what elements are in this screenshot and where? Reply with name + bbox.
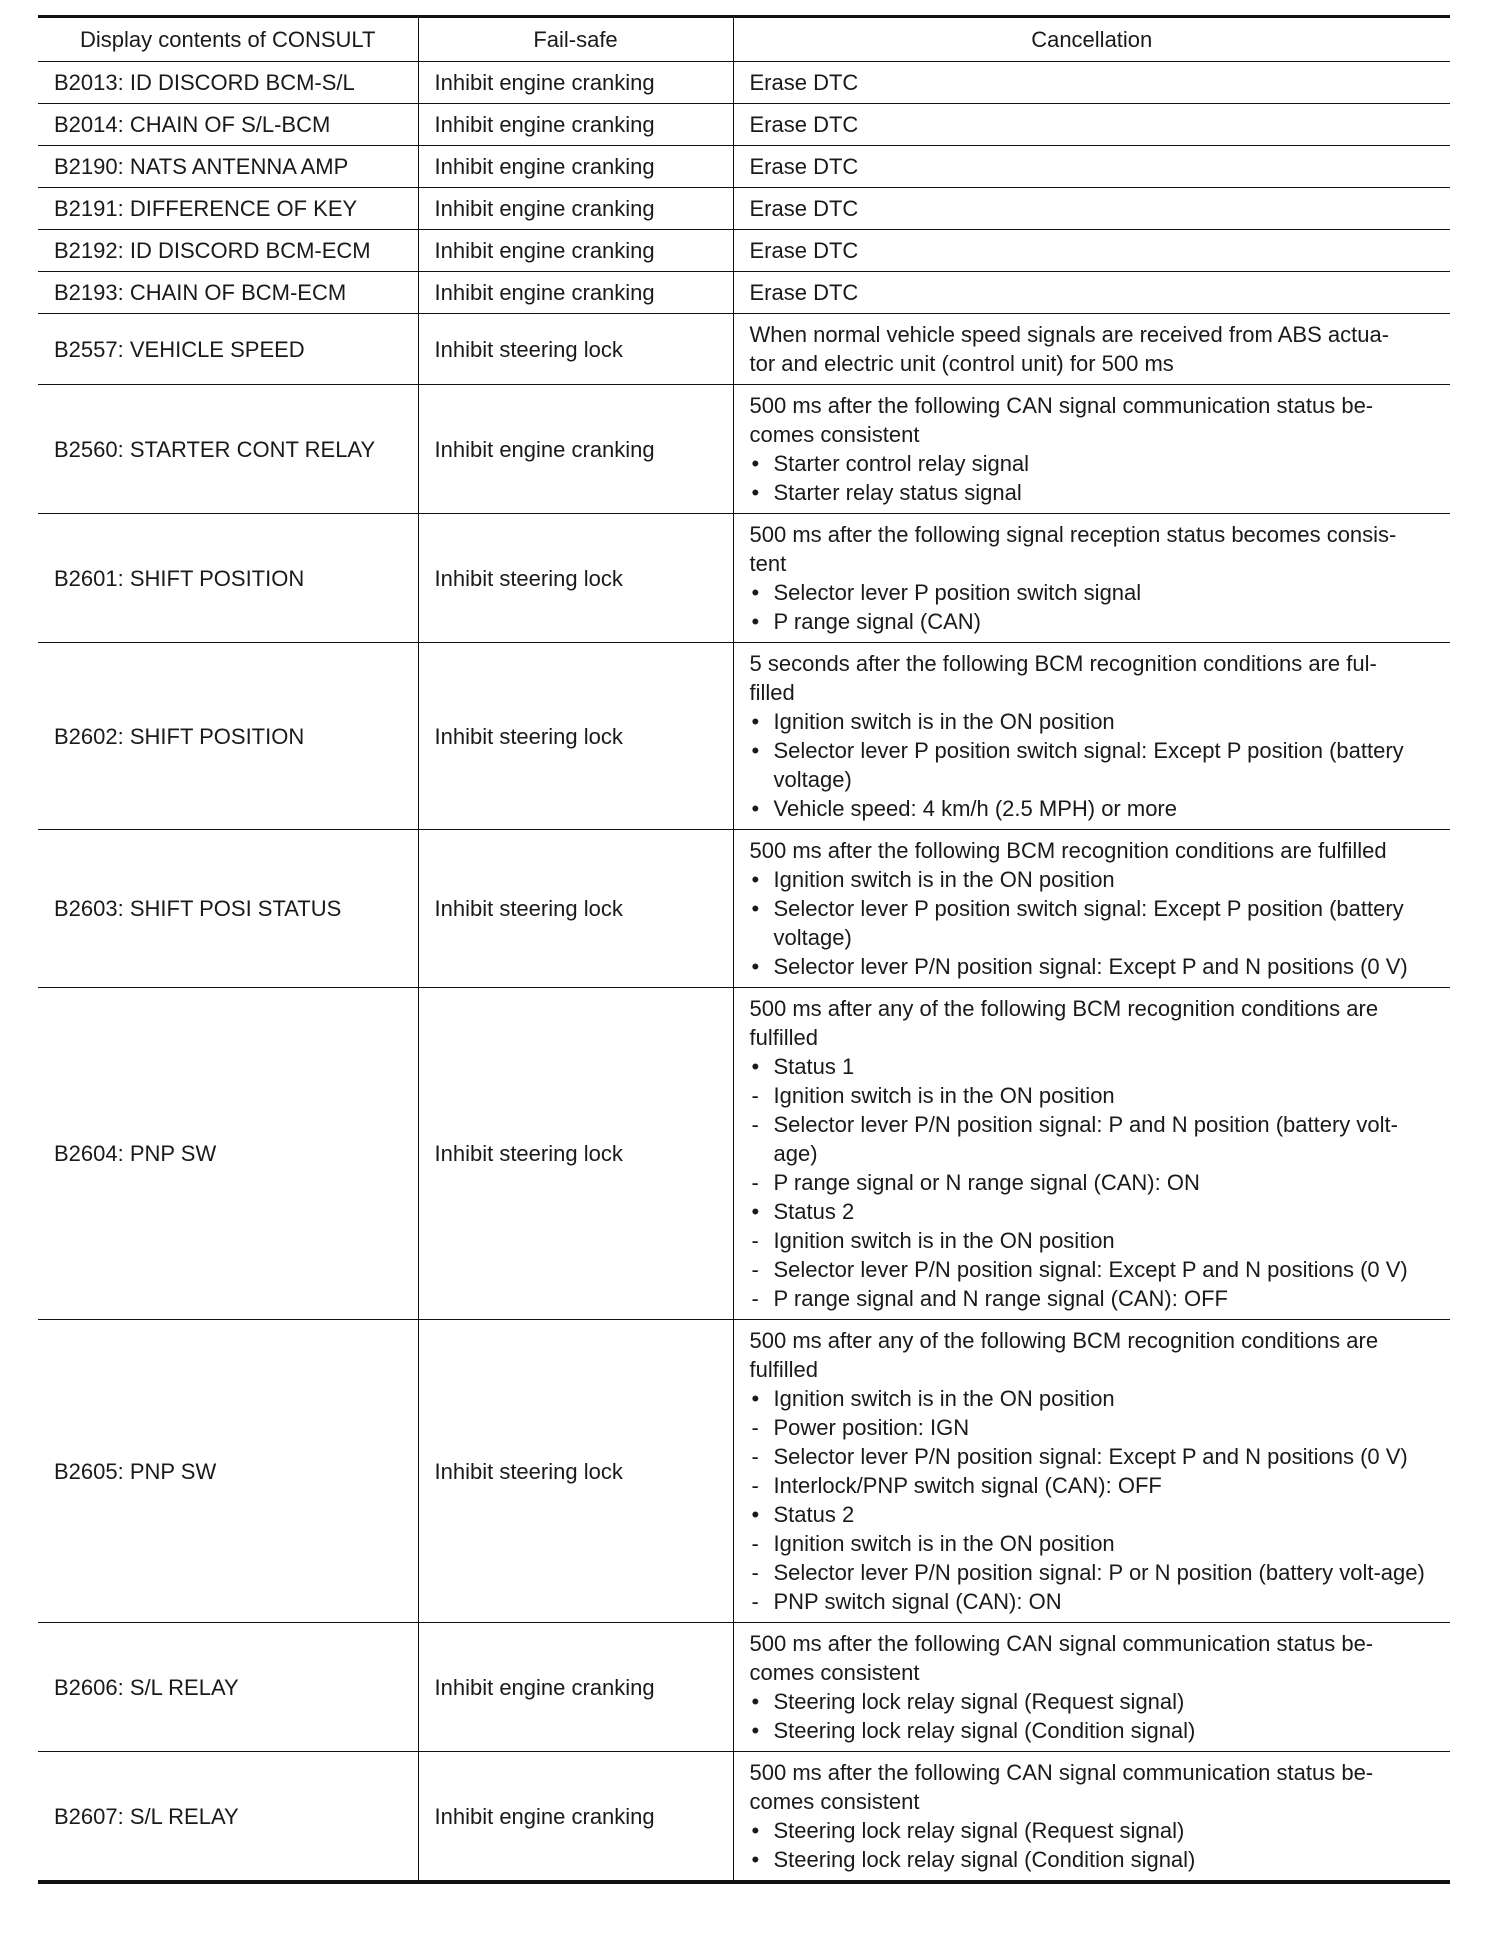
table-row: [38, 988, 1450, 1320]
dtc-display-cell: B2605: PNP SW: [38, 1320, 418, 1623]
cancellation-cell: [733, 104, 1450, 146]
item-text: Ignition switch is in the ON position: [773, 1531, 1115, 1556]
cancellation-cell: [733, 188, 1450, 230]
cancellation-text: tent: [749, 551, 787, 576]
dash-marker: -: [751, 1286, 759, 1311]
bullet-item: [750, 1816, 1441, 1845]
table-row: [38, 188, 1450, 230]
table-row: [38, 1623, 1450, 1752]
dash-item: [750, 1284, 1441, 1313]
header-cancellation: Cancellation: [733, 17, 1450, 62]
cancellation-cell: [733, 643, 1450, 830]
fail-safe-cell: Inhibit steering lock: [418, 514, 733, 643]
bullet-item: [750, 736, 1441, 794]
cancellation-text: 500 ms after the following signal reception status becomes consis-: [749, 522, 1397, 547]
bullet-item: [750, 449, 1441, 478]
cancellation-text: 500 ms after any of the following BCM recognition conditions are fulfilled: [749, 1328, 1379, 1382]
dtc-display-cell: B2193: CHAIN OF BCM-ECM: [38, 272, 418, 314]
cancellation-cell: [733, 146, 1450, 188]
dtc-display-cell: B2192: ID DISCORD BCM-ECM: [38, 230, 418, 272]
dtc-display-cell: B2560: STARTER CONT RELAY: [38, 385, 418, 514]
table-row: [38, 314, 1450, 385]
dash-marker: -: [751, 1589, 759, 1614]
bullet-item: [750, 865, 1441, 894]
bullet-marker: •: [751, 709, 760, 734]
bullet-marker: •: [751, 609, 760, 634]
table-body: [38, 62, 1450, 1883]
item-text: Steering lock relay signal (Condition signal): [773, 1847, 1196, 1872]
dtc-display-cell: B2191: DIFFERENCE OF KEY: [38, 188, 418, 230]
table-row: [38, 104, 1450, 146]
bullet-marker: •: [751, 1689, 760, 1714]
cancellation-text: When normal vehicle speed signals are received from ABS actua-: [749, 322, 1390, 347]
cancellation-cell: [733, 830, 1450, 988]
dtc-display-cell: B2601: SHIFT POSITION: [38, 514, 418, 643]
dtc-display-cell: B2607: S/L RELAY: [38, 1752, 418, 1883]
header-row: [38, 17, 1450, 62]
bullet-item: [750, 1500, 1441, 1529]
cancellation-text: 500 ms after the following CAN signal communication status be-: [749, 393, 1374, 418]
table-row: [38, 1320, 1450, 1623]
item-text: Starter relay status signal: [773, 480, 1022, 505]
item-text: Selector lever P/N position signal: P or N position (battery volt-age): [773, 1560, 1425, 1585]
cancellation-text: 500 ms after the following CAN signal communication status be-: [749, 1760, 1374, 1785]
table-row: [38, 385, 1450, 514]
dash-marker: -: [751, 1170, 759, 1195]
item-text: Steering lock relay signal (Condition signal): [773, 1718, 1196, 1743]
item-text: Selector lever P position switch signal: Except P position (battery voltage): [773, 896, 1404, 950]
bullet-marker: •: [751, 1718, 760, 1743]
cancellation-text: Erase DTC: [749, 238, 859, 263]
dash-item: [750, 1413, 1441, 1442]
bullet-marker: •: [751, 1502, 760, 1527]
item-text: Selector lever P/N position signal: Except P and N positions (0 V): [773, 1257, 1408, 1282]
item-text: Power position: IGN: [773, 1415, 970, 1440]
fail-safe-cell: Inhibit engine cranking: [418, 146, 733, 188]
fail-safe-cell: Inhibit steering lock: [418, 314, 733, 385]
bullet-item: [750, 1384, 1441, 1413]
item-text: Selector lever P/N position signal: Except P and N positions (0 V): [773, 1444, 1408, 1469]
item-text: P range signal and N range signal (CAN): OFF: [773, 1286, 1228, 1311]
bullet-marker: •: [751, 1818, 760, 1843]
dash-item: [750, 1081, 1441, 1110]
bullet-marker: •: [751, 867, 760, 892]
bullet-item: [750, 478, 1441, 507]
table-row: [38, 146, 1450, 188]
item-text: Status 1: [773, 1054, 855, 1079]
dash-item: [750, 1255, 1441, 1284]
header-display-contents: Display contents of CONSULT: [38, 17, 418, 62]
item-text: Status 2: [773, 1502, 855, 1527]
dash-marker: -: [751, 1415, 759, 1440]
cancellation-text: Erase DTC: [749, 196, 859, 221]
dash-item: [750, 1442, 1441, 1471]
dash-item: [750, 1110, 1441, 1168]
bullet-item: [750, 1845, 1441, 1874]
bullet-marker: •: [751, 580, 760, 605]
dtc-display-cell: B2603: SHIFT POSI STATUS: [38, 830, 418, 988]
fail-safe-cell: Inhibit engine cranking: [418, 1623, 733, 1752]
fail-safe-cell: Inhibit engine cranking: [418, 188, 733, 230]
item-text: Steering lock relay signal (Request signal): [773, 1689, 1185, 1714]
table-row: [38, 1752, 1450, 1883]
item-text: Ignition switch is in the ON position: [773, 1228, 1115, 1253]
fail-safe-cell: Inhibit engine cranking: [418, 230, 733, 272]
bullet-marker: •: [751, 480, 760, 505]
cancellation-cell: [733, 988, 1450, 1320]
dash-item: [750, 1471, 1441, 1500]
fail-safe-cell: Inhibit engine cranking: [418, 62, 733, 104]
cancellation-text: Erase DTC: [749, 70, 859, 95]
bullet-item: [750, 894, 1441, 952]
fail-safe-table: [38, 15, 1450, 1884]
table-row: [38, 272, 1450, 314]
item-text: Ignition switch is in the ON position: [773, 1083, 1115, 1108]
cancellation-cell: [733, 1623, 1450, 1752]
cancellation-cell: [733, 514, 1450, 643]
cancellation-text: comes consistent: [749, 422, 920, 447]
cancellation-text: 500 ms after any of the following BCM recognition conditions are fulfilled: [749, 996, 1379, 1050]
header-fail-safe: Fail-safe: [418, 17, 733, 62]
cancellation-text: 500 ms after the following CAN signal communication status be-: [749, 1631, 1374, 1656]
cancellation-text: Erase DTC: [749, 280, 859, 305]
fail-safe-cell: Inhibit steering lock: [418, 830, 733, 988]
dtc-display-cell: B2557: VEHICLE SPEED: [38, 314, 418, 385]
cancellation-cell: [733, 62, 1450, 104]
item-text: Starter control relay signal: [773, 451, 1030, 476]
item-text: Interlock/PNP switch signal (CAN): OFF: [773, 1473, 1162, 1498]
table-row: [38, 514, 1450, 643]
cancellation-text: Erase DTC: [749, 154, 859, 179]
fail-safe-cell: Inhibit steering lock: [418, 643, 733, 830]
item-text: Vehicle speed: 4 km/h (2.5 MPH) or more: [773, 796, 1177, 821]
cancellation-text: 5 seconds after the following BCM recognition conditions are ful-: [749, 651, 1377, 676]
fail-safe-cell: Inhibit engine cranking: [418, 385, 733, 514]
dash-marker: -: [751, 1257, 759, 1282]
dtc-display-cell: B2602: SHIFT POSITION: [38, 643, 418, 830]
dash-item: [750, 1587, 1441, 1616]
fail-safe-cell: Inhibit engine cranking: [418, 104, 733, 146]
item-text: Steering lock relay signal (Request signal): [773, 1818, 1185, 1843]
dtc-display-cell: B2013: ID DISCORD BCM-S/L: [38, 62, 418, 104]
dash-item: [750, 1529, 1441, 1558]
dash-marker: -: [751, 1112, 759, 1137]
bullet-item: [750, 607, 1441, 636]
bullet-marker: •: [751, 1199, 760, 1224]
cancellation-cell: [733, 1752, 1450, 1883]
item-text: Selector lever P position switch signal: [773, 580, 1142, 605]
cancellation-cell: [733, 230, 1450, 272]
item-text: P range signal or N range signal (CAN): ON: [773, 1170, 1200, 1195]
cancellation-cell: [733, 1320, 1450, 1623]
bullet-marker: •: [751, 451, 760, 476]
cancellation-cell: [733, 314, 1450, 385]
bullet-marker: •: [751, 896, 760, 921]
dash-marker: -: [751, 1228, 759, 1253]
bullet-marker: •: [751, 738, 760, 763]
bullet-item: [750, 794, 1441, 823]
bullet-marker: •: [751, 1847, 760, 1872]
cancellation-text: 500 ms after the following BCM recognition conditions are fulfilled: [749, 838, 1387, 863]
bullet-item: [750, 1716, 1441, 1745]
table-row: [38, 62, 1450, 104]
item-text: Ignition switch is in the ON position: [773, 709, 1115, 734]
dtc-display-cell: B2190: NATS ANTENNA AMP: [38, 146, 418, 188]
bullet-item: [750, 578, 1441, 607]
fail-safe-cell: Inhibit engine cranking: [418, 1752, 733, 1883]
table-row: [38, 830, 1450, 988]
item-text: PNP switch signal (CAN): ON: [773, 1589, 1062, 1614]
bullet-item: [750, 1687, 1441, 1716]
cancellation-text: comes consistent: [749, 1660, 920, 1685]
cancellation-text: Erase DTC: [749, 112, 859, 137]
dash-marker: -: [751, 1444, 759, 1469]
dtc-display-cell: B2014: CHAIN OF S/L-BCM: [38, 104, 418, 146]
item-text: P range signal (CAN): [773, 609, 981, 634]
bullet-item: [750, 1052, 1441, 1081]
dash-item: [750, 1558, 1441, 1587]
item-text: Ignition switch is in the ON position: [773, 867, 1115, 892]
item-text: Ignition switch is in the ON position: [773, 1386, 1115, 1411]
dash-marker: -: [751, 1531, 759, 1556]
bullet-item: [750, 707, 1441, 736]
cancellation-cell: [733, 272, 1450, 314]
bullet-marker: •: [751, 1054, 760, 1079]
bullet-marker: •: [751, 1386, 760, 1411]
item-text: Status 2: [773, 1199, 855, 1224]
cancellation-cell: [733, 385, 1450, 514]
table-row: [38, 230, 1450, 272]
dash-item: [750, 1226, 1441, 1255]
table-row: [38, 643, 1450, 830]
item-text: Selector lever P/N position signal: Except P and N positions (0 V): [773, 954, 1408, 979]
fail-safe-cell: Inhibit engine cranking: [418, 272, 733, 314]
dash-marker: -: [751, 1473, 759, 1498]
bullet-marker: •: [751, 954, 760, 979]
bullet-marker: •: [751, 796, 760, 821]
cancellation-text: filled: [749, 680, 795, 705]
item-text: Selector lever P/N position signal: P and N position (battery volt-age): [773, 1112, 1398, 1166]
item-text: Selector lever P position switch signal: Except P position (battery voltage): [773, 738, 1404, 792]
cancellation-text: tor and electric unit (control unit) for 500 ms: [749, 351, 1174, 376]
fail-safe-cell: Inhibit steering lock: [418, 1320, 733, 1623]
dash-marker: -: [751, 1560, 759, 1585]
bullet-item: [750, 1197, 1441, 1226]
bullet-item: [750, 952, 1441, 981]
cancellation-text: comes consistent: [749, 1789, 920, 1814]
dash-item: [750, 1168, 1441, 1197]
dtc-display-cell: B2604: PNP SW: [38, 988, 418, 1320]
dtc-display-cell: B2606: S/L RELAY: [38, 1623, 418, 1752]
dash-marker: -: [751, 1083, 759, 1108]
fail-safe-cell: Inhibit steering lock: [418, 988, 733, 1320]
